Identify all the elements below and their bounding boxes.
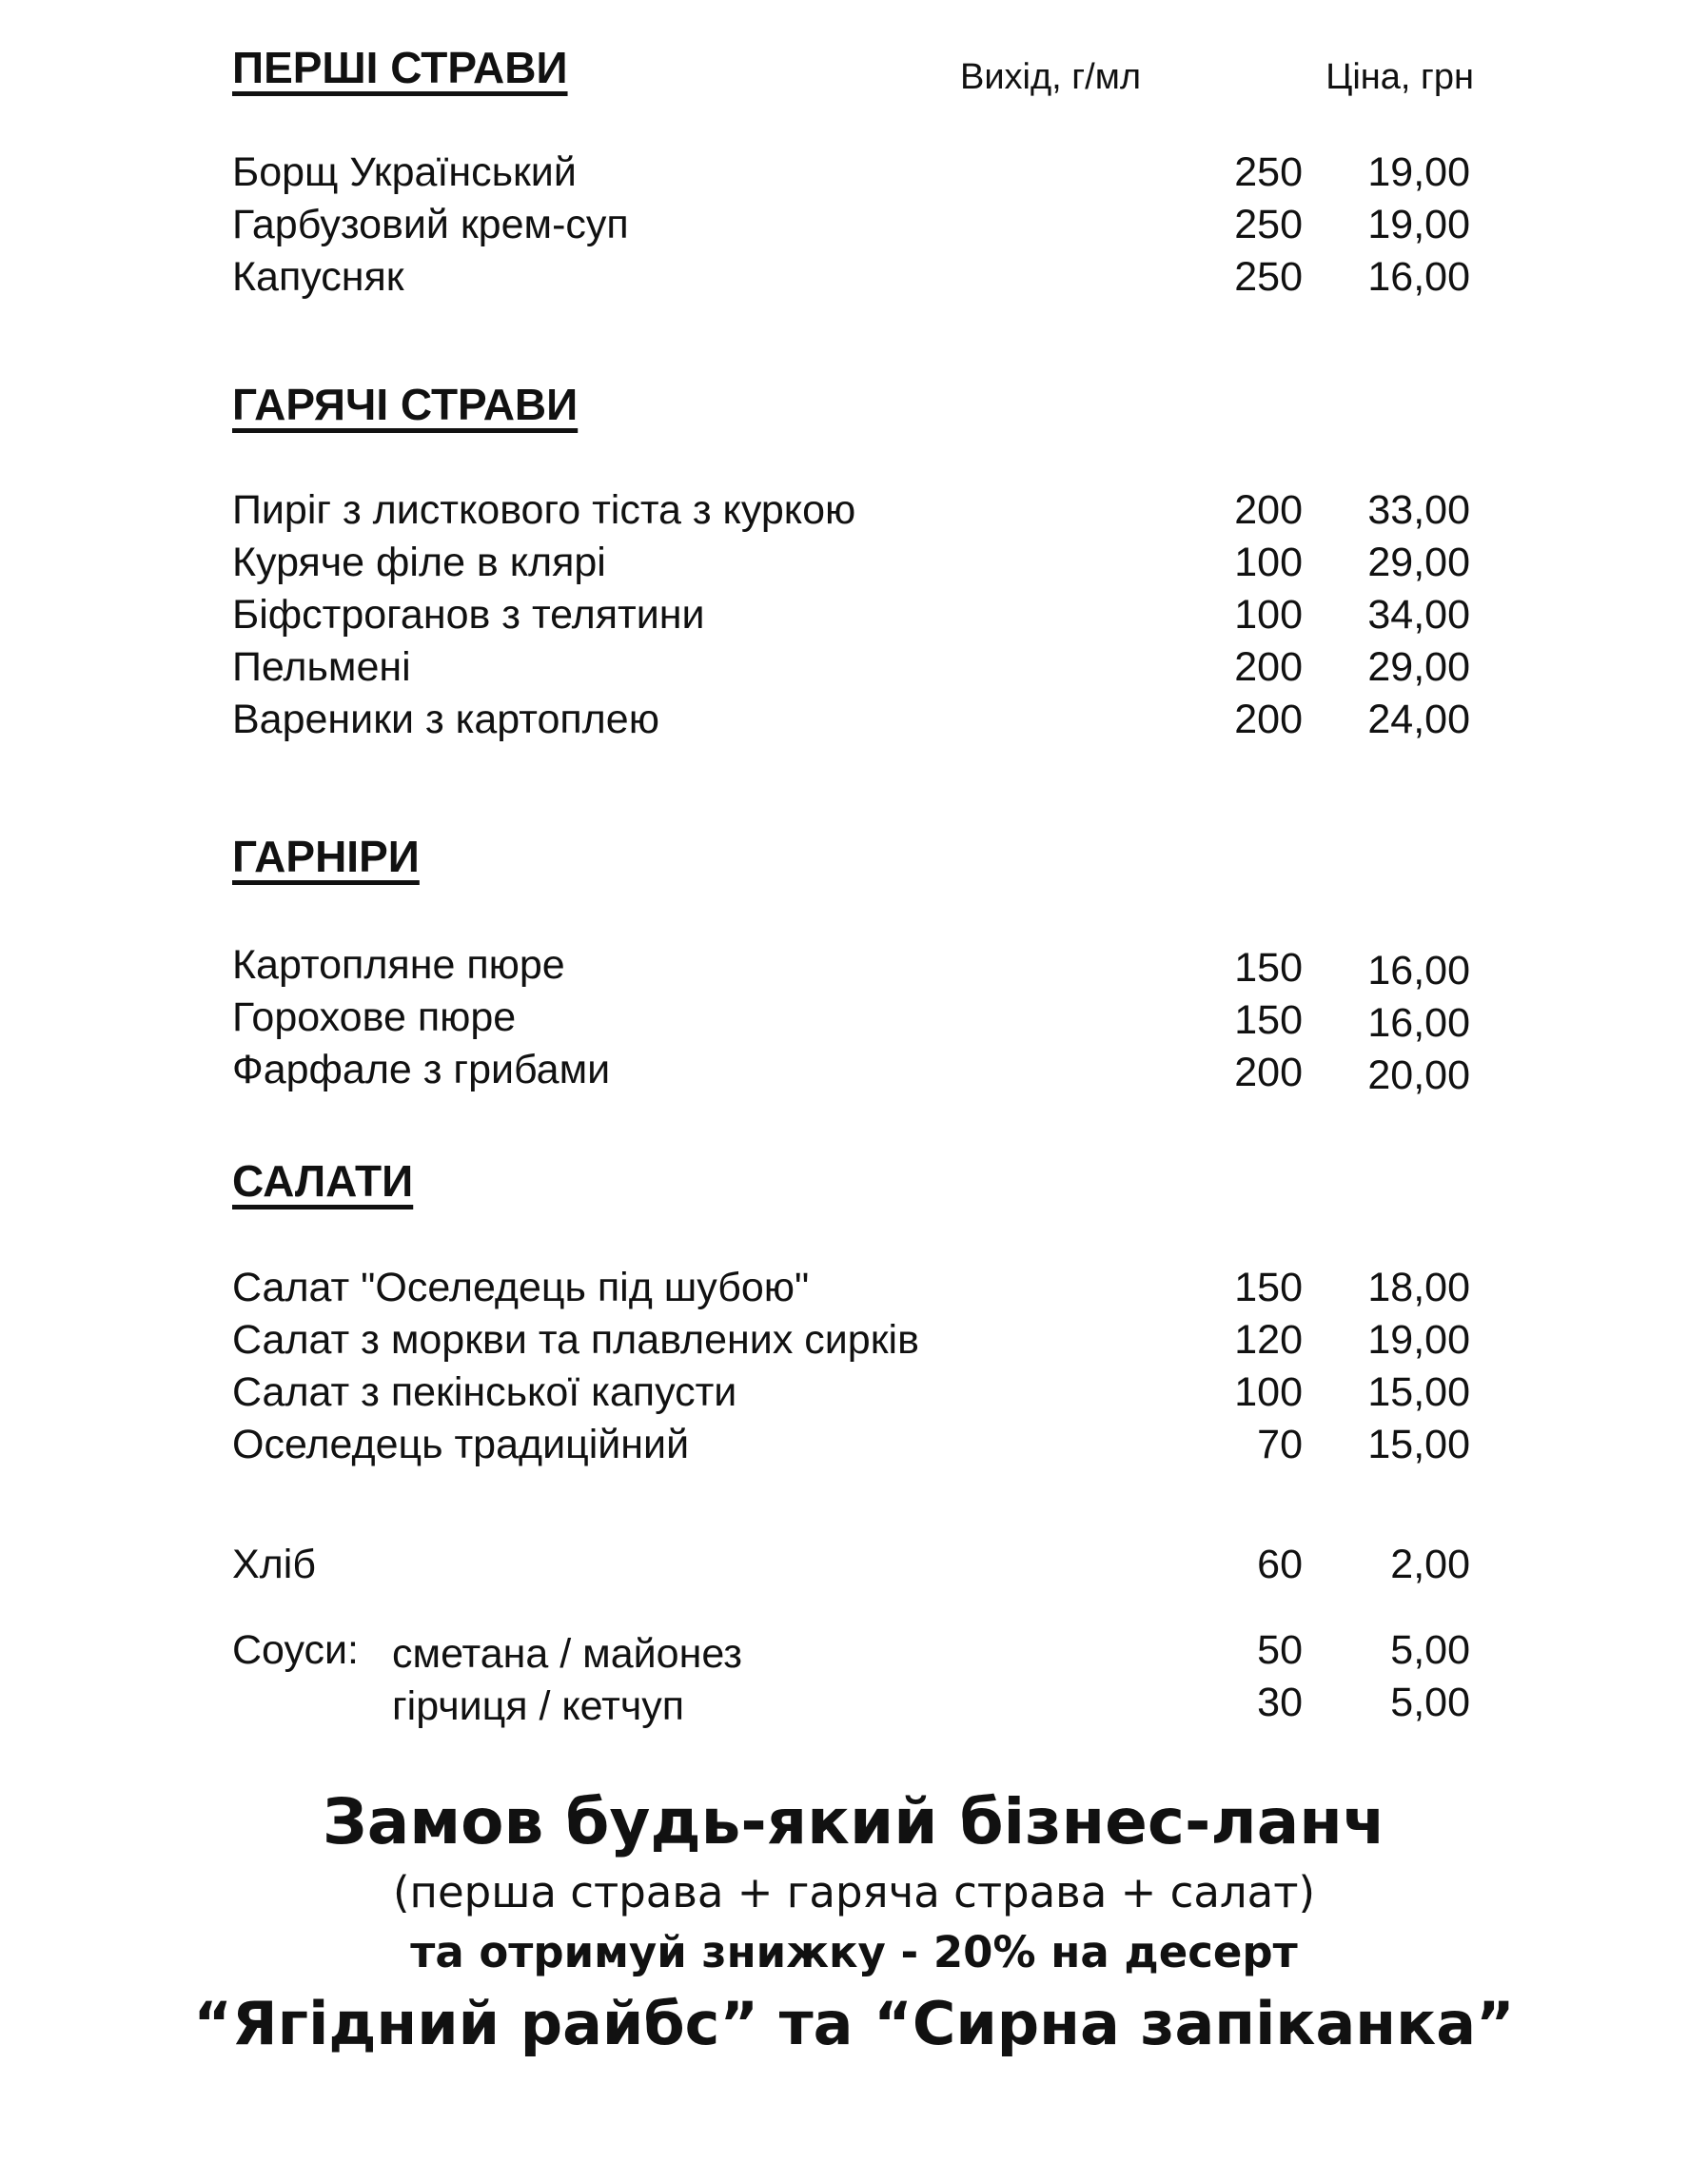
menu-item-name: Фарфале з грибами (232, 1047, 611, 1092)
menu-item-price: 19,00 (1367, 1317, 1470, 1363)
bread-weight: 60 (1257, 1542, 1303, 1587)
menu-item (0, 487, 1708, 541)
menu-item (0, 942, 1708, 995)
menu-item-weight: 250 (1234, 149, 1303, 195)
bread-price: 2,00 (1390, 1542, 1470, 1587)
menu-item-price: 19,00 (1367, 149, 1470, 195)
menu-item (0, 202, 1708, 255)
menu-item (0, 1265, 1708, 1318)
column-headers (0, 57, 1708, 110)
menu-item-weight: 250 (1234, 202, 1303, 247)
menu-item-weight: 200 (1234, 697, 1303, 742)
menu-item-name: Оселедець традиційний (232, 1422, 690, 1467)
menu-item-weight: 70 (1257, 1422, 1303, 1467)
menu-item (0, 1047, 1708, 1100)
menu-item-price: 16,00 (1367, 948, 1470, 993)
menu-item-price: 18,00 (1367, 1265, 1470, 1310)
section-title-salads: САЛАТИ (232, 1156, 414, 1206)
sauce-name: гірчиця / кетчуп (392, 1683, 685, 1729)
menu-item-weight: 200 (1234, 1050, 1303, 1095)
menu-item-price: 16,00 (1367, 1000, 1470, 1046)
sauce-weight: 30 (1257, 1680, 1303, 1725)
sauce-weight: 50 (1257, 1627, 1303, 1673)
menu-item-name: Салат з пекінської капусти (232, 1369, 737, 1415)
menu-item (0, 994, 1708, 1048)
menu-item-price: 15,00 (1367, 1369, 1470, 1415)
menu-item-price: 24,00 (1367, 697, 1470, 742)
menu-item-weight: 100 (1234, 1369, 1303, 1415)
menu-item (0, 1369, 1708, 1423)
sauce-item (0, 1680, 1708, 1733)
sauce-price: 5,00 (1390, 1627, 1470, 1673)
menu-item-price: 34,00 (1367, 592, 1470, 638)
promo-combo: (перша страва + гаряча страва + салат) (392, 1867, 1316, 1917)
menu-item (0, 149, 1708, 203)
menu-item-name: Пиріг з листкового тіста з куркою (232, 487, 856, 533)
menu-item-price: 29,00 (1367, 540, 1470, 585)
menu-item-name: Картопляне пюре (232, 942, 565, 988)
section-title-hot-dishes: ГАРЯЧІ СТРАВИ (232, 380, 579, 429)
menu-item-name: Пельмені (232, 644, 411, 690)
sauce-price: 5,00 (1390, 1680, 1470, 1725)
menu-item-name: Гарбузовий крем-суп (232, 202, 629, 247)
menu-item-weight: 120 (1234, 1317, 1303, 1363)
section-title-side-dishes: ГАРНІРИ (232, 832, 420, 881)
menu-item-name: Вареники з картоплею (232, 697, 659, 742)
menu-item (0, 254, 1708, 307)
menu-item (0, 1422, 1708, 1475)
menu-item-name: Куряче філе в клярі (232, 540, 606, 585)
promo-desserts: “Ягідний райбс” та “Сирна запіканка” (193, 1989, 1515, 2058)
menu-item-price: 15,00 (1367, 1422, 1470, 1467)
promo-discount: та отримуй знижку - 20% на десерт (410, 1927, 1298, 1977)
menu-item-weight: 200 (1234, 487, 1303, 533)
menu-item-price: 33,00 (1367, 487, 1470, 533)
menu-item-weight: 150 (1234, 1265, 1303, 1310)
menu-item (0, 697, 1708, 750)
menu-item (0, 592, 1708, 645)
menu-item-name: Салат з моркви та плавлених сирків (232, 1317, 919, 1363)
bread-name: Хліб (232, 1542, 316, 1587)
menu-item-weight: 250 (1234, 254, 1303, 300)
menu-item-price: 19,00 (1367, 202, 1470, 247)
menu-item-weight: 200 (1234, 644, 1303, 690)
menu-item-name: Капусняк (232, 254, 404, 300)
menu-item-weight: 150 (1234, 997, 1303, 1043)
menu-item-weight: 100 (1234, 540, 1303, 585)
sauces-label: Соуси: (232, 1627, 359, 1673)
menu-item (0, 1317, 1708, 1370)
menu-item-weight: 100 (1234, 592, 1303, 638)
menu-item-name: Борщ Український (232, 149, 577, 195)
bread-item (0, 1542, 1708, 1595)
menu-item-price: 20,00 (1367, 1052, 1470, 1098)
menu-item-price: 16,00 (1367, 254, 1470, 300)
promo-headline: Замов будь-який бізнес-ланч (322, 1785, 1386, 1858)
menu-item-name: Салат "Оселедець під шубою" (232, 1265, 810, 1310)
menu-item-price: 29,00 (1367, 644, 1470, 690)
column-header-weight: Вихід, г/мл (959, 57, 1141, 97)
menu-item-name: Горохове пюре (232, 994, 517, 1040)
menu-item (0, 644, 1708, 698)
section-title-first-courses: ПЕРШІ СТРАВИ (232, 43, 568, 92)
menu-item-name: Біфстроганов з телятини (232, 592, 705, 638)
menu-item-weight: 150 (1234, 945, 1303, 991)
sauce-item (0, 1627, 1708, 1681)
column-header-price: Ціна, грн (1325, 57, 1474, 97)
sauce-name: сметана / майонез (392, 1631, 743, 1677)
menu-item (0, 540, 1708, 593)
